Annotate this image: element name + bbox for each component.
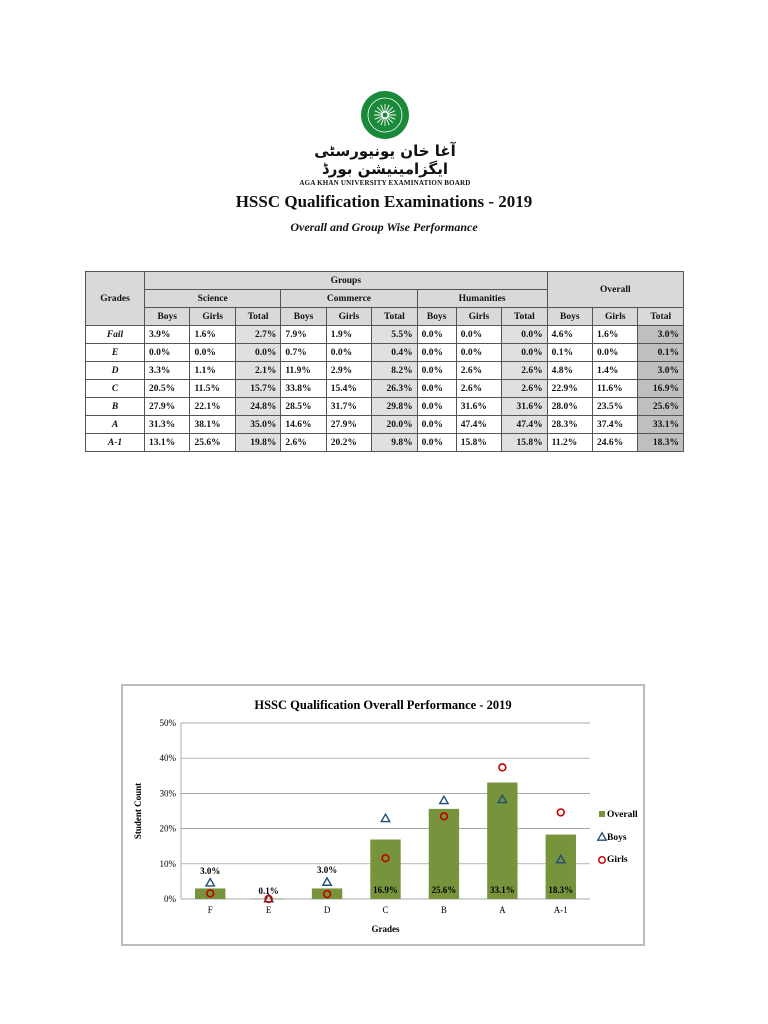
table-cell: 0.0%	[417, 380, 456, 398]
table-cell: 4.8%	[547, 362, 592, 380]
table-cell: 31.6%	[502, 398, 547, 416]
table-cell: 23.5%	[593, 398, 638, 416]
subheader-total: Total	[235, 308, 280, 326]
data-label: 33.1%	[489, 885, 515, 895]
subheader-boys: Boys	[281, 308, 326, 326]
subheader-girls: Girls	[593, 308, 638, 326]
legend-label-overall: Overall	[607, 810, 638, 820]
x-tick-label: D	[323, 905, 331, 915]
table-cell: 0.0%	[326, 344, 371, 362]
table-row	[86, 434, 684, 452]
point-girls	[557, 809, 564, 816]
table-cell: 18.3%	[638, 434, 684, 452]
table-cell: 15.8%	[502, 434, 547, 452]
page-title: HSSC Qualification Examinations - 2019	[235, 192, 533, 211]
table-cell: 9.8%	[372, 434, 417, 452]
bar-overall	[253, 899, 283, 900]
table-cell: 13.1%	[145, 434, 190, 452]
table-cell: 19.8%	[235, 434, 280, 452]
table-row	[86, 416, 684, 434]
table-cell: 0.0%	[456, 326, 501, 344]
table-cell: 16.9%	[638, 380, 684, 398]
table-cell: 28.0%	[547, 398, 592, 416]
table-cell: 11.9%	[281, 362, 326, 380]
table-cell: 22.9%	[547, 380, 592, 398]
group-header-commerce: Commerce	[281, 290, 417, 308]
table-cell: 1.4%	[593, 362, 638, 380]
subheader-row	[86, 308, 684, 326]
group-header-humanities: Humanities	[417, 290, 547, 308]
table-cell: 20.0%	[372, 416, 417, 434]
table-cell: 2.7%	[235, 326, 280, 344]
table-cell: 0.0%	[145, 344, 190, 362]
y-tick-label: 30%	[159, 788, 176, 799]
y-tick-label: 10%	[159, 858, 176, 869]
data-label: 16.9%	[373, 885, 398, 895]
table-cell: 0.0%	[417, 362, 456, 380]
chart-title: HSSC Qualification Overall Performance - 2019	[254, 698, 512, 712]
table-cell: 15.4%	[326, 380, 371, 398]
table-cell: 0.0%	[502, 344, 547, 362]
subheader-total: Total	[502, 308, 547, 326]
grades-header: Grades	[86, 272, 145, 326]
table-cell: 0.0%	[235, 344, 280, 362]
table-cell: 2.6%	[281, 434, 326, 452]
table-cell: 2.6%	[456, 362, 501, 380]
y-tick-label: 40%	[159, 753, 176, 764]
group-header-science: Science	[145, 290, 281, 308]
table-cell: 24.6%	[593, 434, 638, 452]
legend-label-boys: Boys	[607, 833, 627, 843]
table-cell: 2.6%	[502, 380, 547, 398]
table-cell: 0.0%	[502, 326, 547, 344]
data-label: 0.1%	[258, 886, 279, 896]
subheader-boys: Boys	[145, 308, 190, 326]
table-cell: 33.1%	[638, 416, 684, 434]
overall-performance-chart	[121, 684, 645, 946]
table-cell: 0.1%	[638, 344, 684, 362]
grade-label: C	[86, 380, 145, 398]
table-cell: 0.0%	[417, 416, 456, 434]
legend-swatch-boys	[598, 833, 606, 840]
data-label: 3.0%	[316, 865, 338, 876]
table-cell: 22.1%	[190, 398, 235, 416]
y-tick-label: 50%	[159, 718, 176, 728]
table-cell: 33.8%	[281, 380, 326, 398]
table-cell: 35.0%	[235, 416, 280, 434]
table-cell: 24.8%	[235, 398, 280, 416]
table-cell: 2.6%	[502, 362, 547, 380]
table-cell: 28.5%	[281, 398, 326, 416]
table-cell: 11.5%	[190, 380, 235, 398]
table-cell: 0.4%	[372, 344, 417, 362]
table-cell: 47.4%	[456, 416, 501, 434]
y-axis-label: Student Count	[133, 782, 143, 840]
table-cell: 15.8%	[456, 434, 501, 452]
table-cell: 2.9%	[326, 362, 371, 380]
table-cell: 1.9%	[326, 326, 371, 344]
x-tick-label: E	[265, 905, 272, 915]
table-body	[86, 326, 684, 452]
legend-label-girls: Girls	[607, 855, 628, 865]
table-cell: 3.0%	[638, 326, 684, 344]
overall-header: Overall	[547, 272, 683, 308]
subheader-boys: Boys	[417, 308, 456, 326]
table-cell: 0.0%	[417, 434, 456, 452]
table-cell: 31.7%	[326, 398, 371, 416]
table-cell: 0.0%	[417, 398, 456, 416]
aku-eb-logo	[296, 90, 474, 187]
grade-label: D	[86, 362, 145, 380]
subheader-girls: Girls	[456, 308, 501, 326]
data-label: 18.3%	[548, 885, 574, 895]
table-cell: 5.5%	[372, 326, 417, 344]
legend-swatch-girls	[599, 857, 605, 863]
table-cell: 3.9%	[145, 326, 190, 344]
table-row	[86, 362, 684, 380]
table-cell: 3.3%	[145, 362, 190, 380]
table-cell: 38.1%	[190, 416, 235, 434]
chart-canvas	[123, 686, 643, 944]
table-cell: 31.6%	[456, 398, 501, 416]
table-cell: 1.6%	[190, 326, 235, 344]
grade-label: A-1	[86, 434, 145, 452]
point-boys	[440, 796, 448, 803]
y-tick-label: 0%	[164, 894, 176, 904]
table-cell: 0.0%	[417, 326, 456, 344]
subheader-girls: Girls	[326, 308, 371, 326]
table-cell: 1.1%	[190, 362, 235, 380]
table-cell: 28.3%	[547, 416, 592, 434]
table-row	[86, 380, 684, 398]
subheader-boys: Boys	[547, 308, 592, 326]
x-tick-label: A-1	[553, 905, 568, 915]
table-row	[86, 326, 684, 344]
table-cell: 3.0%	[638, 362, 684, 380]
subheader-total: Total	[372, 308, 417, 326]
table-cell: 31.3%	[145, 416, 190, 434]
table-cell: 11.2%	[547, 434, 592, 452]
table-cell: 0.0%	[456, 344, 501, 362]
subheader-girls: Girls	[190, 308, 235, 326]
grade-label: Fail	[86, 326, 145, 344]
point-boys	[323, 878, 331, 885]
x-tick-label: C	[382, 905, 389, 915]
table-cell: 0.1%	[547, 344, 592, 362]
table-cell: 4.6%	[547, 326, 592, 344]
point-girls	[499, 764, 506, 771]
table-row	[86, 344, 684, 362]
table-cell: 0.7%	[281, 344, 326, 362]
table-cell: 0.0%	[190, 344, 235, 362]
table-cell: 0.0%	[593, 344, 638, 362]
table-cell: 14.6%	[281, 416, 326, 434]
table-cell: 8.2%	[372, 362, 417, 380]
subheader-total: Total	[638, 308, 684, 326]
x-axis-label: Grades	[371, 924, 400, 934]
seal-icon	[360, 90, 410, 140]
table-cell: 11.6%	[593, 380, 638, 398]
table-cell: 29.8%	[372, 398, 417, 416]
table-cell: 2.6%	[456, 380, 501, 398]
table-cell: 27.9%	[326, 416, 371, 434]
logo-english-text: AGA KHAN UNIVERSITY EXAMINATION BOARD	[299, 179, 471, 187]
performance-table	[85, 271, 684, 452]
table-cell: 0.0%	[417, 344, 456, 362]
table-cell: 37.4%	[593, 416, 638, 434]
table-cell: 1.6%	[593, 326, 638, 344]
table-cell: 25.6%	[638, 398, 684, 416]
table-cell: 2.1%	[235, 362, 280, 380]
table-cell: 20.5%	[145, 380, 190, 398]
grade-label: B	[86, 398, 145, 416]
data-label: 3.0%	[200, 865, 221, 876]
x-tick-label: A	[499, 905, 506, 915]
table-cell: 20.2%	[326, 434, 371, 452]
point-boys	[381, 814, 389, 821]
table-cell: 15.7%	[235, 380, 280, 398]
x-tick-label: B	[440, 905, 447, 915]
grade-label: E	[86, 344, 145, 362]
table-row	[86, 398, 684, 416]
page-subtitle: Overall and Group Wise Performance	[290, 220, 478, 234]
logo-urdu-text: آغا خان یونیورسٹی ایگزامینیشن بورڈ	[314, 142, 456, 178]
bar-overall	[487, 782, 517, 899]
y-tick-label: 20%	[159, 823, 176, 834]
x-tick-label: F	[207, 905, 213, 915]
legend-swatch-overall	[599, 811, 605, 817]
table-cell: 25.6%	[190, 434, 235, 452]
point-boys	[206, 879, 214, 886]
groups-header: Groups	[145, 272, 548, 290]
table-cell: 26.3%	[372, 380, 417, 398]
table-cell: 7.9%	[281, 326, 326, 344]
table-cell: 47.4%	[502, 416, 547, 434]
grade-label: A	[86, 416, 145, 434]
data-label: 25.6%	[431, 885, 457, 895]
table-cell: 27.9%	[145, 398, 190, 416]
